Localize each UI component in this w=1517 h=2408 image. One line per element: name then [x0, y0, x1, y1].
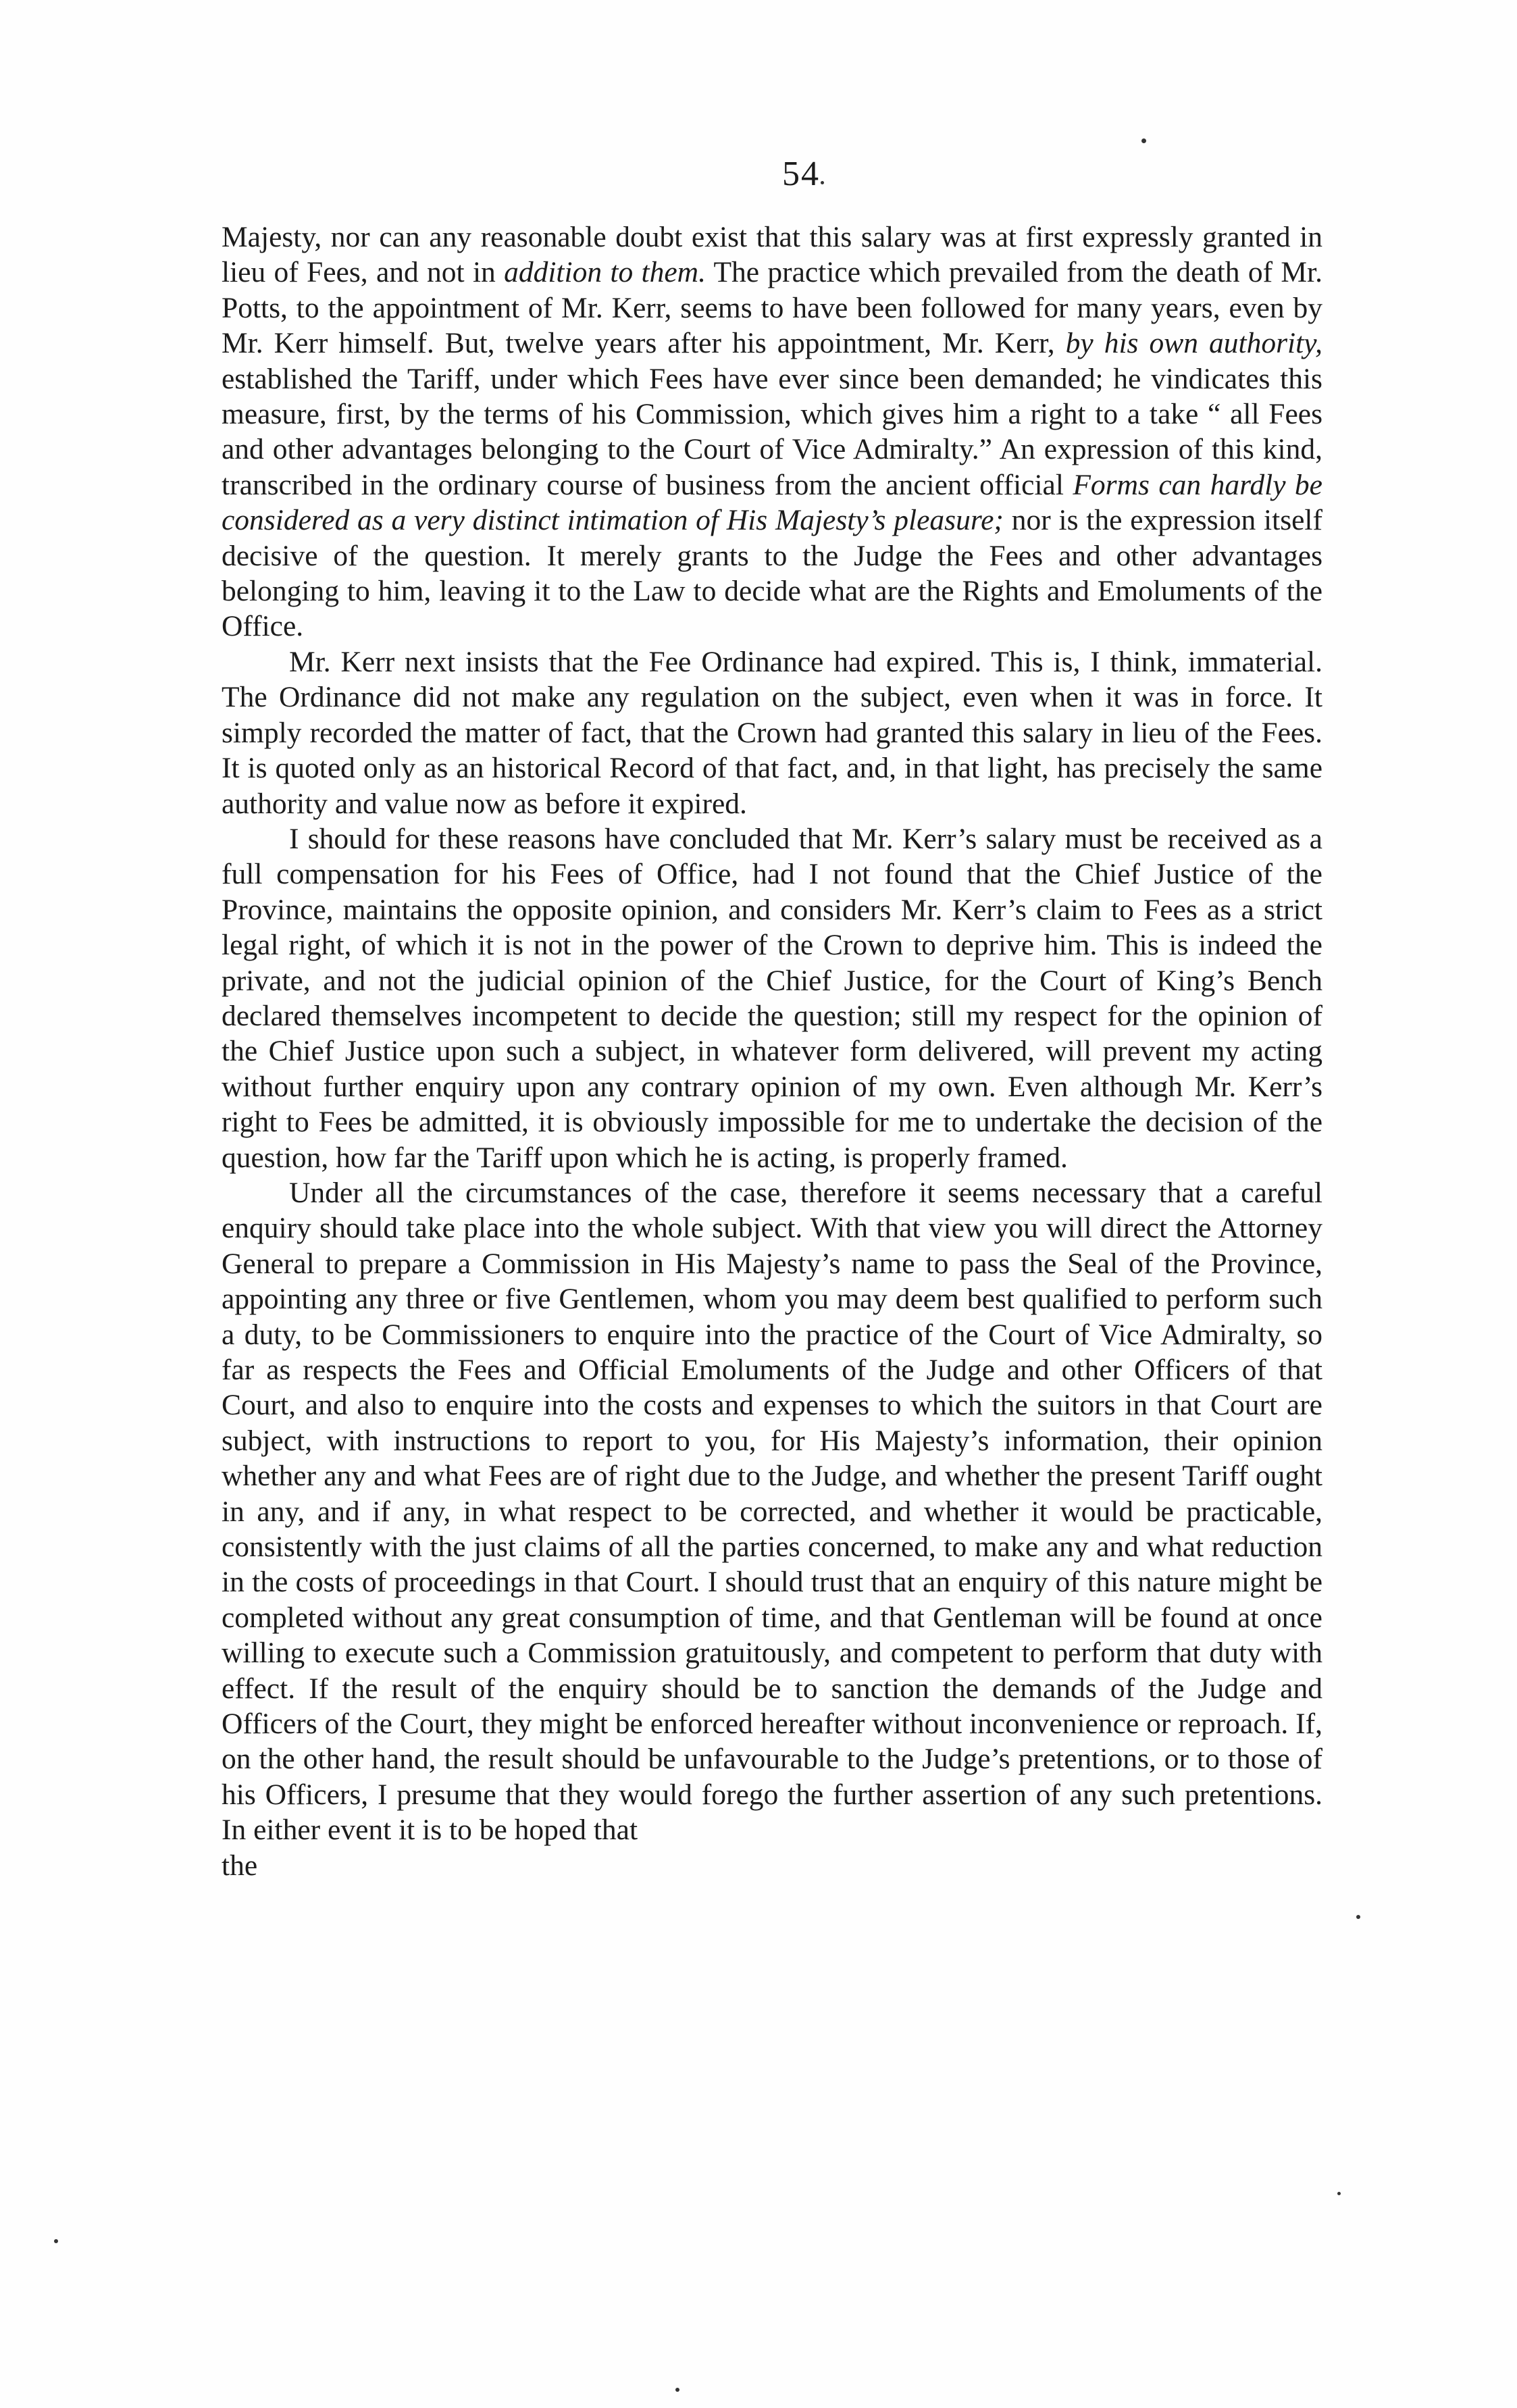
- paragraph: [222, 220, 1322, 644]
- paragraph: [222, 644, 1322, 821]
- body-text: [222, 220, 1322, 1883]
- print-speck: [821, 181, 824, 184]
- text-run: I should for these reasons have concluded that Mr. Kerr’s salary must be received as a full compensation for his Fees of Office, had I not found that the Chief Justice of the Province, maintains the opposite opinion, and considers Mr. Kerr’s claim to Fees as a strict legal right, of which it is not in the power of the Crown to deprive him. This is indeed the private, and not the judicial opinion of the Chief Justice, for the Court of King’s Bench declared themselves incompetent to decide the question; still my respect for the opinion of the Chief Justice upon such a subject, in whatever form delivered, will prevent my acting without further enquiry upon any contrary opinion of my own. Even although Mr. Kerr’s right to Fees be admitted, it is obviously impossible for me to undertake the decision of the question, how far the Tariff upon which he is acting, is properly framed.: [222, 822, 1322, 1174]
- print-speck: [1356, 1915, 1360, 1919]
- page-number: 54: [782, 155, 820, 193]
- italic-text: addition to them.: [504, 256, 706, 289]
- text-run: Under all the circumstances of the case, therefore it seems necessary that a careful enquiry should take place into the whole subject. With that view you will direct the Attorney General to prepare a Commission in His Majesty’s name to pass the Seal of the Province, appointing any three or five Gentlemen, whom you may deem best qualified to perform such a duty, to be Commissioners to enquire into the practice of the Court of Vice Admiralty, so far as respects the Fees and Official Emoluments of the Judge and other Officers of that Court, and also to enquire into the costs and expenses to which the suitors in that Court are subject, with instructions to report to you, for His Majesty’s information, their opinion whether any and what Fees are of right due to the Judge, and whether the present Tariff ought in any, and if any, in what respect to be corrected, and whether it would be practicable, consistently with the just claims of all the parties concerned, to make any and what reduction in the costs of proceedings in that Court. I should trust that an enquiry of this nature might be completed without any great consumption of time, and that Gentleman will be found at once willing to execute such a Commission gratuitously, and competent to perform that duty with effect. If the result of the enquiry should be to sanction the demands of the Judge and Officers of the Court, they might be enforced hereafter without inconvenience or reproach. If, on the other hand, the result should be unfavourable to the Judge’s pretentions, or to those of his Officers, I presume that they would forego the further assertion of any such pretentions. In either event it is to be hoped that: [222, 1176, 1322, 1847]
- text-run: nor is the expression itself decisive of the question. It merely grants to the Judge the Fees and other advantages belonging to him, leaving it to the Law to decide what are the Rights and Emoluments of the Office.: [222, 504, 1323, 643]
- text-run: Mr. Kerr next insists that the Fee Ordinance had expired. This is, I think, immaterial. The Ordinance did not make any regulation on the subject, even when it was in force. It simply recorded the matter of fact, that the Crown had granted this salary in lieu of the Fees. It is quoted only as an historical Record of that fact, and, in that light, has precisely the same authority and value now as before it expired.: [222, 645, 1322, 820]
- print-speck: [675, 2388, 679, 2392]
- print-speck: [1337, 2192, 1341, 2195]
- paragraph: [222, 1175, 1322, 1848]
- text-run: established the Tariff, under which Fees have ever since been demanded; he vindicates this measure, first, by the terms of his Commission, which gives him a right to a take “ all Fees and other advantages belonging to the Court of Vice Admiralty.” An expression of this kind, transcribed in the ordinary course of business from the ancient official: [222, 362, 1322, 501]
- italic-text: Forms can hardly be considered as a very distinct intimation of His Majesty’s pleasure;: [222, 468, 1322, 537]
- text-run: Majesty, nor can any reasonable doubt exist that this salary was at first expressly granted in lieu of Fees, and not in: [222, 221, 1322, 289]
- italic-text: by his own authority,: [1065, 327, 1322, 360]
- paragraph: [222, 821, 1322, 1175]
- print-speck: [54, 2239, 58, 2243]
- text-run: The practice which prevailed from the death of Mr. Potts, to the appointment of Mr. Kerr, seems to have been followed for many years, even by Mr. Kerr himself. But, twelve years after his appointment, Mr. Kerr,: [222, 256, 1322, 360]
- print-speck: [1141, 138, 1146, 143]
- catchword: the: [222, 1849, 258, 1882]
